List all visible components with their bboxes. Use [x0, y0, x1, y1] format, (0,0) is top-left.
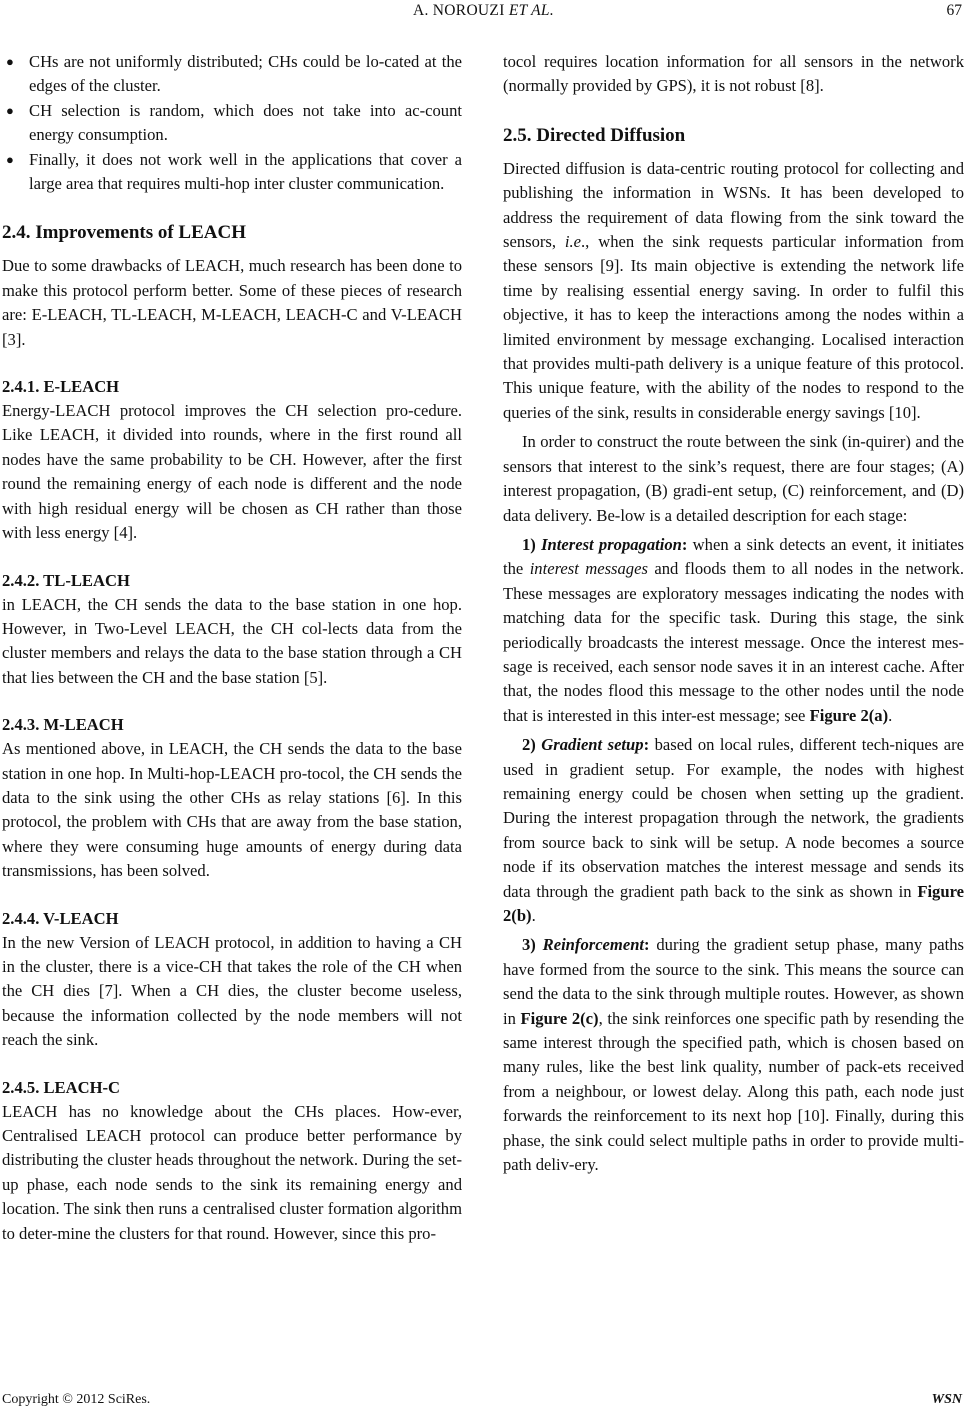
subsection-heading-2-4-4: 2.4.4. V-LEACH — [2, 908, 119, 928]
list-item: ● CH selection is random, which does not take into ac-count energy consumption. — [6, 100, 462, 145]
stage3-text-a: during the gradient setup phase, many paths have formed from the source to the sink. This means the source can send the data to the sink through multiple routes. However, as shown in — [503, 935, 964, 1028]
paragraph: LEACH has no knowledge about the CHs places. How-ever, Centralised LEACH protocol can produce better performance by distributing the cluster heads throughout the network. During the set-up phase, each node sends to the sink its remaining energy and location. The sink then runs a centralised cluster formation algorithm to deter-mine the clusters for that round. However, since this pro- — [2, 1101, 462, 1243]
paragraph: As mentioned above, in LEACH, the CH sends the data to the base station in one hop. In Multi-hop-LEACH pro-tocol, the CH sends the data to the sink using the other CHs as relay stations [6]. In this protocol, the problem with CHs that are away from the base station, where they were consuming huge amounts of energy during data transmissions, has been solved. — [2, 739, 462, 881]
header-authors: A. NOROUZI — [412, 2, 505, 19]
paragraph: In order to construct the route between the sink (in-quirer) and the sensors that interest to the sink’s request, there are four stages; (A) interest propagation, (B) gradi-ent setup, (C) reinforcement, and (D) data delivery. Be-low is a detailed description for each stage: — [503, 432, 964, 525]
section-heading-2-5: 2.5. Directed Diffusion — [503, 124, 686, 146]
right-column — [503, 50, 964, 1177]
section-heading-2-4: 2.4. Improvements of LEACH — [2, 222, 247, 244]
stage-reinforcement: 3) Reinforcement: during the gradient setup phase, many paths have formed from the source to the sink. This means the source can send the data to the sink through multiple routes. However, as shown in Figure 2(c), the sink reinforces one specific path by resending the same interest through the specified path, which is chosen based on many rules, like the best link quality, number of pack-ets received from a neighbour, or lowest delay. Along this path, each node just forwards the reinforcement to its next hop [10]. Finally, during this phase, the sink could select multiple paths in order to provide multi-path deliv-ery. — [503, 935, 964, 1175]
stage1-text-a: when a sink detects an event, it initiates the — [503, 534, 965, 579]
page-number: 67 — [946, 2, 962, 19]
running-header — [0, 2, 967, 20]
bullet-icon: ● — [6, 102, 14, 118]
stage2-text-a: based on local rules, different tech-niques are used in gradient setup. For example, the nodes with highest remaining energy could be chosen when setting up the gradient. During the interest propagation through the network, the gradients from source back to sink will be setup. A node becomes a source node if its observation matches the interest message and sends its data through the gradient path back to the sink as shown in — [503, 735, 964, 901]
drawback-list — [2, 50, 462, 196]
list-item: ● CHs are not uniformly distributed; CHs could be lo-cated at the edges of the cluster. — [6, 52, 462, 96]
list-item: ● Finally, it does not work well in the applications that cover a large area that requires multi-hop inter cluster communication. — [6, 149, 462, 194]
subsection-heading-2-4-5: 2.4.5. LEACH-C — [2, 1077, 121, 1097]
paragraph: Directed diffusion is data-centric routing protocol for collecting and publishing the information in WSNs. It has been developed to address the requirement of data flowing from the sink toward the sensors, i.e., when the sink requests particular information from these sensors [9]. Its main objective is extending the network life time by realising essential energy saving. In order to fulfil this objective, it has to keep the interactions among the nodes within a limited environment by message exchanging. Localised interaction that provides multi-path delivery is a unique feature of this protocol. This unique feature, with the ability of the nodes to respond to the queries of the sink, results in considerable energy savings [10]. — [503, 158, 964, 422]
paragraph: In the new Version of LEACH protocol, in addition to having a CH in the cluster, there is a vice-CH that takes the role of the CH when the CH dies [7]. When a CH dies, the cluster become useless, because the information collected by the node members will not reach the sink. — [2, 932, 462, 1050]
stage-interest-propagation: 1) Interest propagation: when a sink detects an event, it initiates the interest messages and floods them to all nodes in the network. These messages are exploratory messages indicating the nodes with matching data for the specific task. During this stage, the sink periodically broadcasts the interest message. Once the interest mes-sage is received, each sensor node saves it in an interest cache. After that, the nodes flood this message to the other nodes until the node that is interested in this inter-est message; see Figure 2(a). — [503, 534, 965, 725]
paragraph: Due to some drawbacks of LEACH, much research has been done to make this protocol perform better. Some of these pieces of research are: E-LEACH, TL-LEACH, M-LEACH, LEACH-C and V-LEACH [3]. — [2, 256, 462, 349]
subsection-heading-2-4-1: 2.4.1. E-LEACH — [2, 377, 120, 397]
paragraph: Energy-LEACH protocol improves the CH selection pro-cedure. Like LEACH, it divided into rounds, where in the first round all nodes have the same probability to be CH. However, after the first round the remaining energy of each node is different and the node with high residual energy will be chosen as CH rather than those with less energy [4]. — [2, 401, 462, 543]
paragraph: tocol requires location information for all sensors in the network (normally provided by GPS), it is not robust [8]. — [503, 52, 964, 96]
stage-gradient-setup: 2) Gradient setup: based on local rules, different tech-niques are used in gradient setup. For example, the nodes with highest remaining energy could be chosen when setting up the gradient. During the interest propagation through the network, the gradients from source back to sink will be setup. A node becomes a source node if its observation matches the interest message and sends its data through the gradient path back to the sink as shown in Figure 2(b). — [503, 735, 965, 925]
footer-journal: WSN — [931, 1392, 962, 1407]
subsection-heading-2-4-3: 2.4.3. M-LEACH — [2, 715, 124, 735]
bullet-icon: ● — [6, 54, 14, 69]
subsection-heading-2-4-2: 2.4.2. TL-LEACH — [2, 570, 130, 590]
footer-copyright: Copyright © 2012 SciRes. — [2, 1392, 151, 1407]
bullet-icon: ● — [6, 151, 14, 167]
header-et-al: ET AL. — [508, 2, 555, 19]
paragraph: in LEACH, the CH sends the data to the base station in one hop. However, in Two-Level LEACH, the CH col-lects data from the cluster members and relays the data to the base station through a CH that lies between the CH and the base station [5]. — [2, 594, 462, 687]
left-column — [2, 50, 462, 1246]
